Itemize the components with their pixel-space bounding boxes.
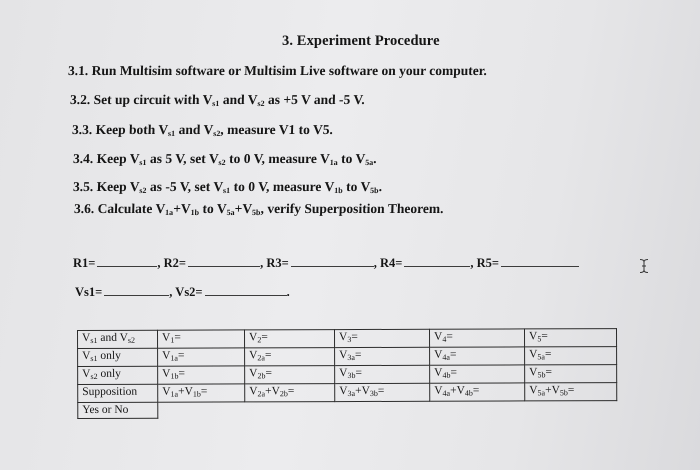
table-cell[interactable]: $V_{4a}+V_{4b}=$ — [430, 383, 525, 401]
r1-label: R1= — [73, 256, 96, 270]
page-title: 3. Experiment Procedure — [282, 33, 440, 49]
vs1-label: Vs1= — [75, 285, 103, 299]
r3-blank[interactable] — [291, 265, 374, 267]
table-row-header: $V_{s1}$ only — [78, 348, 158, 366]
table-cell[interactable]: $V_{4b}=$ — [430, 365, 525, 383]
table-cell[interactable] — [158, 402, 245, 418]
r4-label: , R4= — [373, 256, 403, 270]
source-row — [75, 285, 290, 300]
table-cell[interactable]: $V_{3a}=$ — [335, 347, 430, 365]
table-cell[interactable]: $V_4=$ — [429, 329, 524, 347]
table-row — [78, 401, 617, 419]
step-3-5: 3.5. Keep $V_{s2}$ as -5 V, set $V_{s1}$ to 0 V, measure $V_{1b}$ to $V_{5b}$. — [72, 179, 383, 195]
table-cell[interactable]: $V_{2b}=$ — [245, 366, 335, 384]
table-cell[interactable]: $V_{5a}=$ — [525, 347, 617, 365]
source-row-end: . — [286, 285, 290, 299]
table-row — [78, 329, 617, 349]
table-cell[interactable]: $V_{3a}+V_{3b}=$ — [335, 383, 430, 401]
r2-label: , R2= — [157, 256, 187, 270]
table-cell[interactable] — [245, 402, 335, 418]
results-table-body — [78, 329, 617, 419]
table-cell[interactable]: $V_1=$ — [158, 330, 245, 348]
text-cursor-icon — [638, 258, 650, 274]
table-row-header: Yes or No — [78, 402, 158, 418]
table-cell[interactable]: $V_{1a}+V_{1b}=$ — [158, 384, 245, 402]
table-cell[interactable]: $V_{5b}=$ — [525, 365, 617, 383]
table-cell[interactable]: $V_{2a}+V_{2b}=$ — [245, 384, 335, 402]
vs1-blank[interactable] — [104, 294, 169, 296]
table-cell[interactable] — [525, 401, 617, 417]
table-cell[interactable]: $V_{2a}=$ — [245, 348, 335, 366]
table-cell[interactable]: $V_{4a}=$ — [430, 347, 525, 365]
table-cell[interactable]: $V_{1b}=$ — [158, 366, 245, 384]
table-cell[interactable]: $V_3=$ — [335, 329, 430, 347]
results-table — [77, 328, 617, 419]
table-row — [78, 365, 617, 385]
table-cell[interactable]: $V_{5a}+V_{5b}=$ — [525, 383, 617, 401]
table-cell[interactable]: $V_{1a}=$ — [158, 348, 245, 366]
r1-blank[interactable] — [97, 265, 157, 267]
table-row — [78, 383, 617, 403]
vs2-blank[interactable] — [205, 294, 287, 296]
r5-blank[interactable] — [501, 265, 579, 267]
table-row — [78, 347, 617, 367]
step-3-6: 3.6. Calculate $V_{1a}+V_{1b}$ to $V_{5a}+V_{5b}$, verify Superposition Theorem. — [73, 201, 444, 217]
r3-label: , R3= — [260, 256, 289, 270]
step-3-2: 3.2. Set up circuit with $V_{s1}$ and $V_{s2}$ as +5 V and -5 V. — [69, 92, 366, 108]
resistor-row — [73, 256, 579, 271]
table-cell[interactable]: $V_{3b}=$ — [335, 365, 430, 383]
step-3-1: 3.1. Run Multisim software or Multisim Live software on your computer. — [67, 63, 488, 78]
table-row-header: $V_{s2}$ only — [78, 366, 158, 384]
table-row-header: $V_{s1}$ and $V_{s2}$ — [78, 330, 158, 348]
table-cell[interactable]: $V_5=$ — [524, 329, 616, 347]
table-cell[interactable] — [335, 401, 430, 417]
r5-label: , R5= — [470, 256, 500, 270]
step-3-4: 3.4. Keep $V_{s1}$ as 5 V, set $V_{s2}$ to 0 V, measure $V_{1a}$ to $V_{5a}$. — [72, 151, 377, 167]
r4-blank[interactable] — [404, 265, 470, 267]
vs2-label: , Vs2= — [169, 285, 203, 299]
r2-blank[interactable] — [188, 265, 260, 267]
table-row-header: Supposition — [78, 384, 158, 402]
table-cell[interactable] — [430, 401, 525, 417]
table-cell[interactable]: $V_2=$ — [245, 330, 335, 348]
step-3-3: 3.3. Keep both $V_{s1}$ and $V_{s2}$, measure V1 to V5. — [71, 122, 334, 138]
